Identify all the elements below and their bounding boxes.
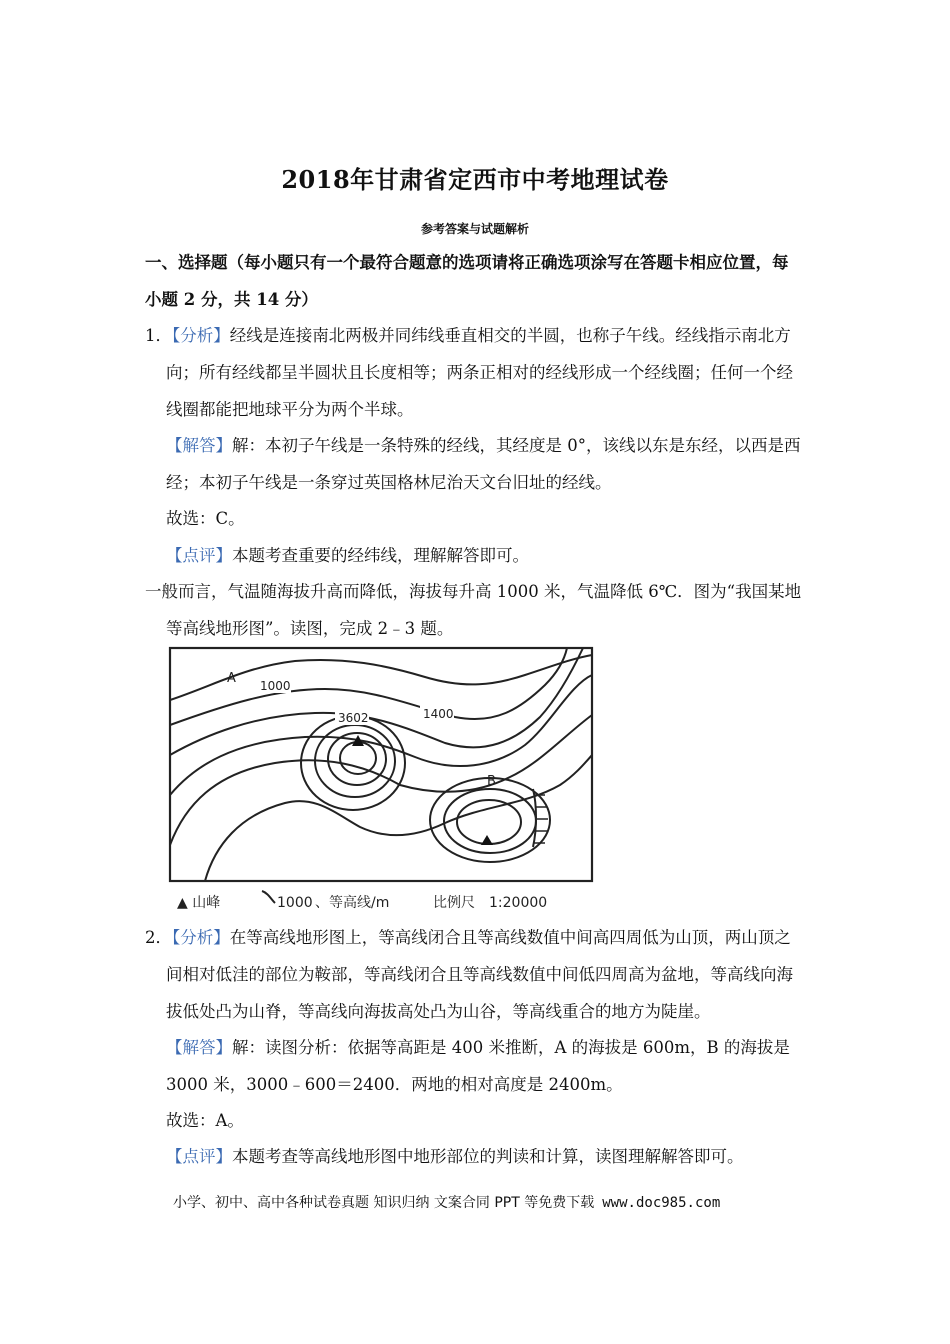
contour-label-1000: 1000 [260, 679, 291, 693]
q1-answer-text-1: 解：本初子午线是一条特殊的经线，其经度是 0°，该线以东是东经，以西是西 [232, 436, 801, 455]
q2-analysis-line1 [145, 927, 791, 949]
q2-answer-line2: 3000 米，3000﹣600＝2400．两地的相对高度是 2400m。 [166, 1075, 623, 1094]
peak-elevation-label: 3602 [338, 711, 369, 725]
q2-comment-tag: 【点评】 [166, 1147, 232, 1166]
q1-answer-line2: 经；本初子午线是一条穿过英国格林尼治天文台旧址的经线。 [166, 473, 612, 492]
q1-comment-line [166, 545, 529, 567]
q2-answer-text-1: 解：读图分析：依据等高距是 400 米推断，A 的海拔是 600m，B 的海拔是 [232, 1038, 790, 1057]
intro-line2: 等高线地形图”。读图，完成 2﹣3 题。 [166, 619, 454, 638]
q1-answer-line1 [166, 435, 801, 457]
q2-analysis-line2: 间相对低洼的部位为鞍部，等高线闭合且等高线数值中间低四周高为盆地，等高线向海 [166, 965, 793, 984]
q1-analysis-text-1: 经线是连接南北两极并同纬线垂直相交的半圆，也称子午线。经线指示南北方 [229, 326, 791, 345]
contour-line [170, 675, 592, 795]
section-heading-line2: 小题 2 分，共 14 分） [145, 290, 318, 309]
page-title: 2018年甘肃省定西市中考地理试卷 [281, 165, 669, 194]
q1-answer-tag: 【解答】 [166, 436, 232, 455]
contour-ring [301, 716, 405, 810]
q2-comment-line [166, 1146, 744, 1168]
q1-number: 1． [145, 326, 172, 345]
q1-analysis-line1 [145, 325, 791, 347]
page-subtitle: 参考答案与试题解析 [420, 222, 529, 236]
q1-comment-tag: 【点评】 [166, 546, 232, 565]
peak-b-icon [481, 835, 493, 845]
legend-contour-text: 、等高线/m [315, 895, 390, 911]
section-heading-line1: 一、选择题（每小题只有一个最符合题意的选项请将正确选项涂写在答题卡相应位置，每 [145, 253, 789, 272]
q1-choice: 故选：C。 [166, 509, 245, 528]
map-label-b: B [487, 774, 496, 789]
q1-analysis-line3: 线圈都能把地球平分为两个半球。 [166, 400, 414, 419]
contour-map-figure [165, 645, 595, 913]
legend-contour-value: 1000 [277, 895, 313, 911]
q2-answer-tag: 【解答】 [166, 1038, 232, 1057]
legend-contour-sample [262, 891, 275, 903]
q2-answer-line1 [166, 1037, 790, 1059]
contour-line [205, 755, 592, 881]
legend-peak: ▲ 山峰 [177, 895, 221, 911]
contour-ring [457, 800, 521, 844]
q2-comment-text: 本题考查等高线地形图中地形部位的判读和计算，读图理解解答即可。 [232, 1147, 744, 1166]
q1-analysis-tag: 【分析】 [172, 326, 230, 345]
footer [173, 1192, 720, 1212]
contour-ring [430, 778, 550, 862]
footer-text: 小学、初中、高中各种试卷真题 知识归纳 文案合同 PPT 等免费下载 [173, 1195, 595, 1211]
q2-analysis-line3: 拔低处凸为山脊，等高线向海拔高处凸为山谷，等高线重合的地方为陡崖。 [166, 1002, 711, 1021]
legend-scale: 比例尺 1:20000 [433, 895, 548, 911]
q2-choice: 故选：A。 [166, 1111, 244, 1130]
q2-number: 2． [145, 928, 172, 947]
q1-analysis-line2: 向；所有经线都呈半圆状且长度相等；两条正相对的经线形成一个经线圈；任何一个经 [166, 363, 793, 382]
contour-label-1400: 1400 [423, 707, 454, 721]
map-label-a: A [227, 671, 236, 686]
q1-comment-text: 本题考查重要的经纬线，理解解答即可。 [232, 546, 529, 565]
q2-analysis-text-1: 在等高线地形图上，等高线闭合且等高线数值中间高四周低为山顶，两山顶之 [229, 928, 791, 947]
contour-ring [340, 742, 376, 774]
intro-line1: 一般而言，气温随海拔升高而降低，海拔每升高 1000 米，气温降低 6℃．图为“我国某地 [145, 582, 802, 601]
q2-analysis-tag: 【分析】 [172, 928, 230, 947]
footer-site-link[interactable]: www.doc985.com [602, 1195, 721, 1211]
